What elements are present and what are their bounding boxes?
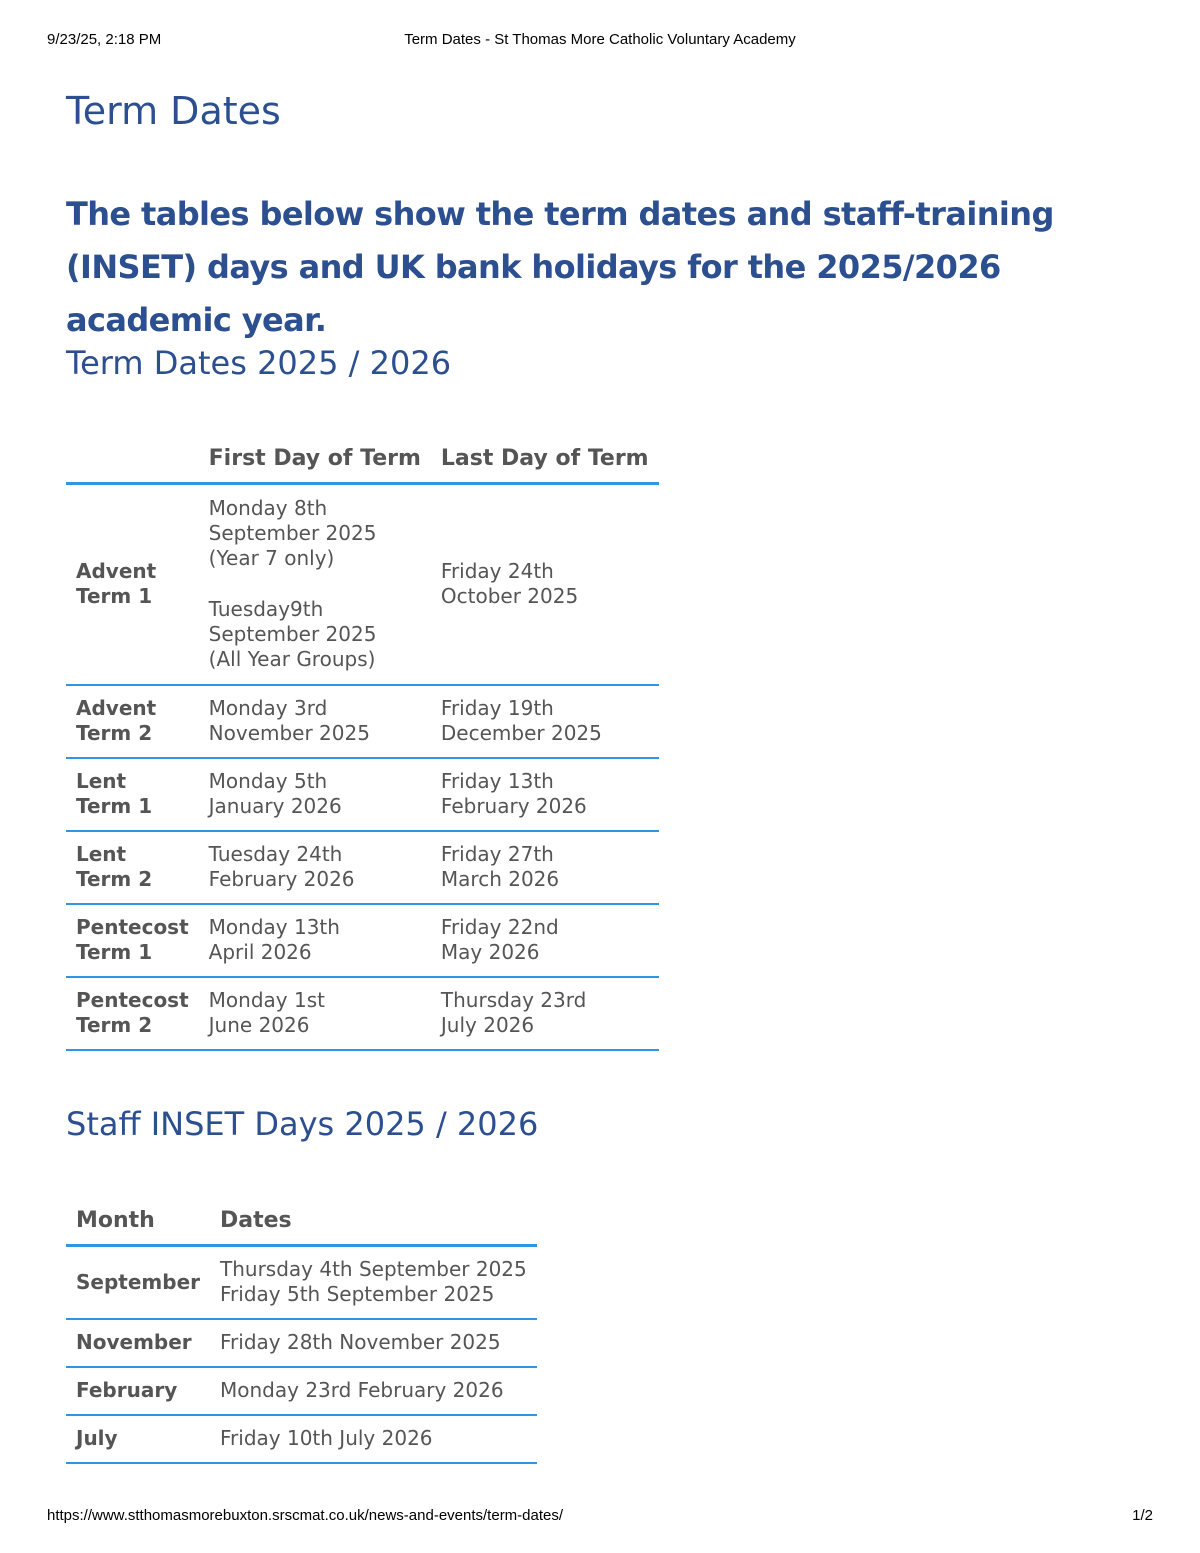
- inset-days-heading: Staff INSET Days 2025 / 2026: [66, 1105, 539, 1143]
- first-day-line: Tuesday9th: [208, 597, 324, 622]
- last-day-cell: [431, 484, 659, 685]
- first-day-line: September 2025: [208, 521, 377, 546]
- dates-cell: [210, 1246, 537, 1319]
- last-day-line: February 2026: [440, 794, 587, 818]
- term-dates-heading: Term Dates 2025 / 2026: [66, 344, 452, 382]
- column-header-last-day: Last Day of Term: [431, 434, 659, 484]
- table-row: [66, 1415, 537, 1463]
- date-line: Friday 10th July 2026: [220, 1426, 433, 1450]
- last-day-line: Thursday 23rd: [440, 988, 587, 1012]
- term-name-line: Advent: [76, 559, 157, 584]
- first-day-line: Monday 1st: [208, 988, 325, 1012]
- first-day-cell: [199, 685, 431, 758]
- date-line: Friday 28th November 2025: [220, 1330, 501, 1354]
- date-line: Friday 5th September 2025: [220, 1282, 495, 1307]
- last-day-line: May 2026: [440, 940, 540, 964]
- last-day-cell: [431, 831, 659, 904]
- first-day-cell: [199, 484, 431, 685]
- month-cell: February: [66, 1367, 210, 1415]
- inset-days-table: [66, 1196, 537, 1464]
- column-header-month: Month: [66, 1196, 210, 1246]
- first-day-line: Monday 8th: [208, 496, 328, 521]
- term-name-line: Term 2: [76, 1013, 153, 1037]
- page-number: 1/2: [1132, 1507, 1153, 1524]
- term-name-line: Term 1: [76, 794, 153, 818]
- column-header-first-day: First Day of Term: [199, 434, 431, 484]
- term-name: [66, 685, 199, 758]
- print-page-title: Term Dates - St Thomas More Catholic Voluntary Academy: [404, 31, 796, 48]
- first-day-cell: [199, 831, 431, 904]
- dates-cell: [210, 1367, 537, 1415]
- month-cell: September: [66, 1246, 210, 1319]
- first-day-line: Tuesday 24th: [208, 842, 343, 866]
- term-name: [66, 484, 199, 685]
- print-datetime: 9/23/25, 2:18 PM: [47, 31, 162, 48]
- term-name-line: Term 2: [76, 867, 153, 891]
- term-name: [66, 904, 199, 977]
- table-row: [66, 1246, 537, 1319]
- table-row: [66, 1319, 537, 1367]
- first-day-line: November 2025: [208, 721, 370, 745]
- last-day-line: March 2026: [440, 867, 560, 891]
- print-footer: [0, 1507, 1200, 1527]
- first-day-line: Monday 5th: [208, 769, 328, 793]
- column-header-dates: Dates: [210, 1196, 537, 1246]
- term-name-line: Lent: [76, 842, 127, 866]
- first-day-line: Monday 13th: [208, 915, 340, 939]
- last-day-cell: [431, 758, 659, 831]
- date-line: Monday 23rd February 2026: [220, 1378, 504, 1402]
- term-name-line: Pentecost: [76, 915, 189, 939]
- page-title: Term Dates: [66, 89, 281, 133]
- table-header-row: [66, 434, 659, 484]
- first-day-line: February 2026: [208, 867, 355, 891]
- last-day-line: December 2025: [440, 721, 602, 745]
- first-day-line: (All Year Groups): [208, 647, 376, 672]
- term-name-line: Term 1: [76, 940, 153, 964]
- table-row: [66, 685, 659, 758]
- print-header: [0, 31, 1200, 51]
- first-day-line: June 2026: [208, 1013, 310, 1037]
- term-name-line: Term 2: [76, 721, 153, 745]
- last-day-cell: [431, 904, 659, 977]
- term-dates-table: [66, 434, 659, 1051]
- table-row: [66, 904, 659, 977]
- print-url: https://www.stthomasmorebuxton.srscmat.co.uk/news-and-events/term-dates/: [47, 1507, 564, 1524]
- last-day-cell: [431, 685, 659, 758]
- first-day-cell: [199, 977, 431, 1050]
- table-row: [66, 977, 659, 1050]
- last-day-line: Friday 19th: [440, 696, 554, 720]
- term-name-line: Term 1: [76, 584, 153, 609]
- first-day-cell: [199, 904, 431, 977]
- table-row: [66, 758, 659, 831]
- first-day-line: September 2025: [208, 622, 377, 647]
- term-name-line: Lent: [76, 769, 127, 793]
- dates-cell: [210, 1415, 537, 1463]
- first-day-line: (Year 7 only): [208, 546, 335, 571]
- last-day-line: Friday 22nd: [440, 915, 559, 939]
- term-name-line: Advent: [76, 696, 157, 720]
- term-name: [66, 758, 199, 831]
- term-name: [66, 831, 199, 904]
- last-day-line: Friday 24th: [440, 559, 554, 584]
- column-header-term: [66, 434, 199, 484]
- date-line: Thursday 4th September 2025: [220, 1257, 527, 1282]
- table-row: [66, 484, 659, 685]
- last-day-line: Friday 27th: [440, 842, 554, 866]
- month-cell: November: [66, 1319, 210, 1367]
- first-day-cell: [199, 758, 431, 831]
- last-day-cell: [431, 977, 659, 1050]
- table-row: [66, 1367, 537, 1415]
- dates-cell: [210, 1319, 537, 1367]
- last-day-line: Friday 13th: [440, 769, 554, 793]
- intro-text: The tables below show the term dates and staff-training (INSET) days and UK bank holidays for the 2025/2026 academic year.: [66, 195, 1054, 339]
- last-day-line: July 2026: [440, 1013, 535, 1037]
- first-day-line: April 2026: [208, 940, 312, 964]
- month-cell: July: [66, 1415, 210, 1463]
- last-day-line: October 2025: [440, 584, 579, 609]
- term-name-line: Pentecost: [76, 988, 189, 1012]
- first-day-line: January 2026: [208, 794, 342, 818]
- first-day-line: Monday 3rd: [208, 696, 328, 720]
- table-header-row: [66, 1196, 537, 1246]
- term-name: [66, 977, 199, 1050]
- table-row: [66, 831, 659, 904]
